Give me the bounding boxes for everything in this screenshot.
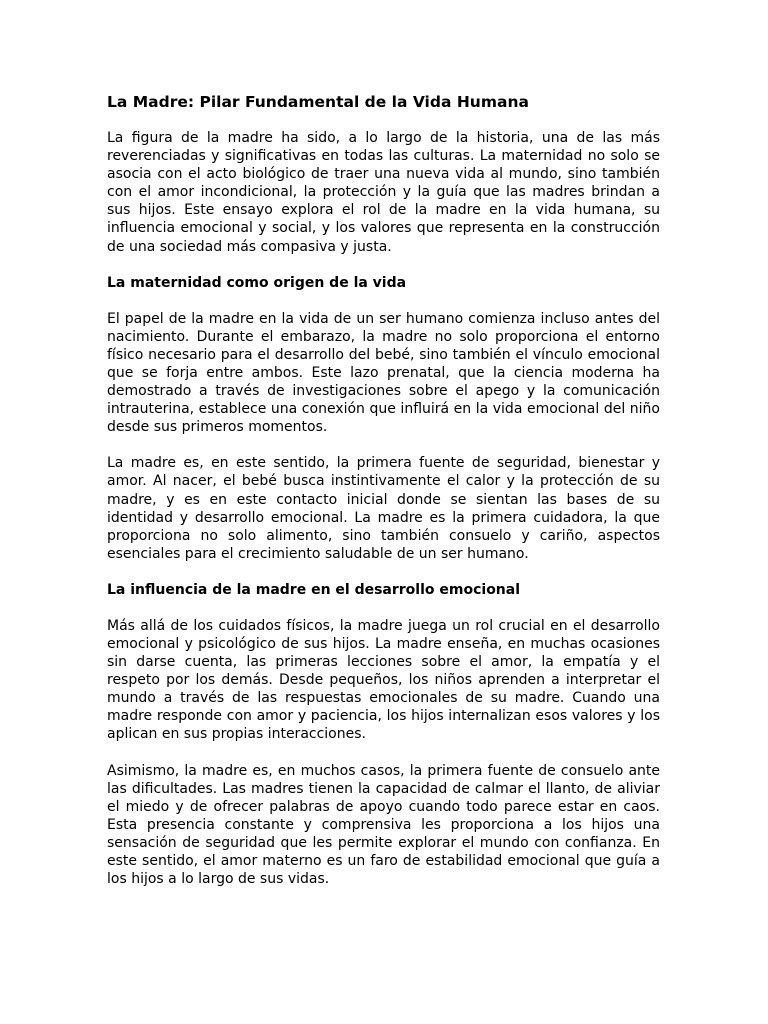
document-title: La Madre: Pilar Fundamental de la Vida Humana	[107, 93, 529, 111]
intro-paragraph: La figura de la madre ha sido, a lo largo de la historia, una de las más reverenciadas y significativas en todas las culturas. La maternidad no solo se asocia con el acto biológico de traer una nueva vida al mundo, sino también con el amor incondicional, la protección y la guía que las madres brindan a sus hijos. Este ensayo explora el rol de la madre en la vida humana, su influencia emocional y social, y los valores que representa en la construcción de una sociedad más compasiva y justa.	[107, 130, 660, 255]
section-origen-paragraph-1: El papel de la madre en la vida de un ser humano comienza incluso antes del nacimiento. Durante el embarazo, la madre no solo proporciona el entorno físico necesario para el desarrollo del bebé, sino también el vínculo emocional que se forja entre ambos. Este lazo prenatal, que la ciencia moderna ha demostrado a través de investigaciones sobre el apego y la comunicación intrauterina, establece una conexión que influirá en la vida emocional del niño desde sus primeros momentos.	[107, 310, 660, 436]
section-emocional-paragraph-1: Más allá de los cuidados físicos, la madre juega un rol crucial en el desarrollo emocional y psicológico de sus hijos. La madre enseña, en muchas ocasiones sin darse cuenta, las primeras lecciones sobre el amor, la empatía y el respeto por los demás. Desde pequeños, los niños aprenden a interpretar el mundo a través de las respuestas emocionales de su madre. Cuando una madre responde con amor y paciencia, los hijos internalizan esos valores y los aplican en sus propias interacciones.	[107, 617, 660, 743]
section-heading-emocional: La influencia de la madre en el desarrollo emocional	[107, 581, 521, 598]
section-origen-paragraph-2: La madre es, en este sentido, la primera fuente de seguridad, bienestar y amor. Al nacer, el bebé busca instintivamente el calor y la protección de su madre, y es en este contacto inicial donde se sientan las bases de su identidad y desarrollo emocional. La madre es la primera cuidadora, la que proporciona no solo alimento, sino también consuelo y cariño, aspectos esenciales para el crecimiento saludable de un ser humano.	[107, 455, 660, 562]
document-page	[107, 91, 660, 906]
section-heading-origen: La maternidad como origen de la vida	[107, 274, 407, 291]
section-emocional-paragraph-2: Asimismo, la madre es, en muchos casos, la primera fuente de consuelo ante las dificultades. Las madres tienen la capacidad de calmar el llanto, de aliviar el miedo y de ofrecer palabras de apoyo cuando todo parece estar en caos. Esta presencia constante y comprensiva les proporciona a los hijos una sensación de seguridad que les permite explorar el mundo con confianza. En este sentido, el amor materno es un faro de estabilidad emocional que guía a los hijos a lo largo de sus vidas.	[107, 762, 660, 888]
